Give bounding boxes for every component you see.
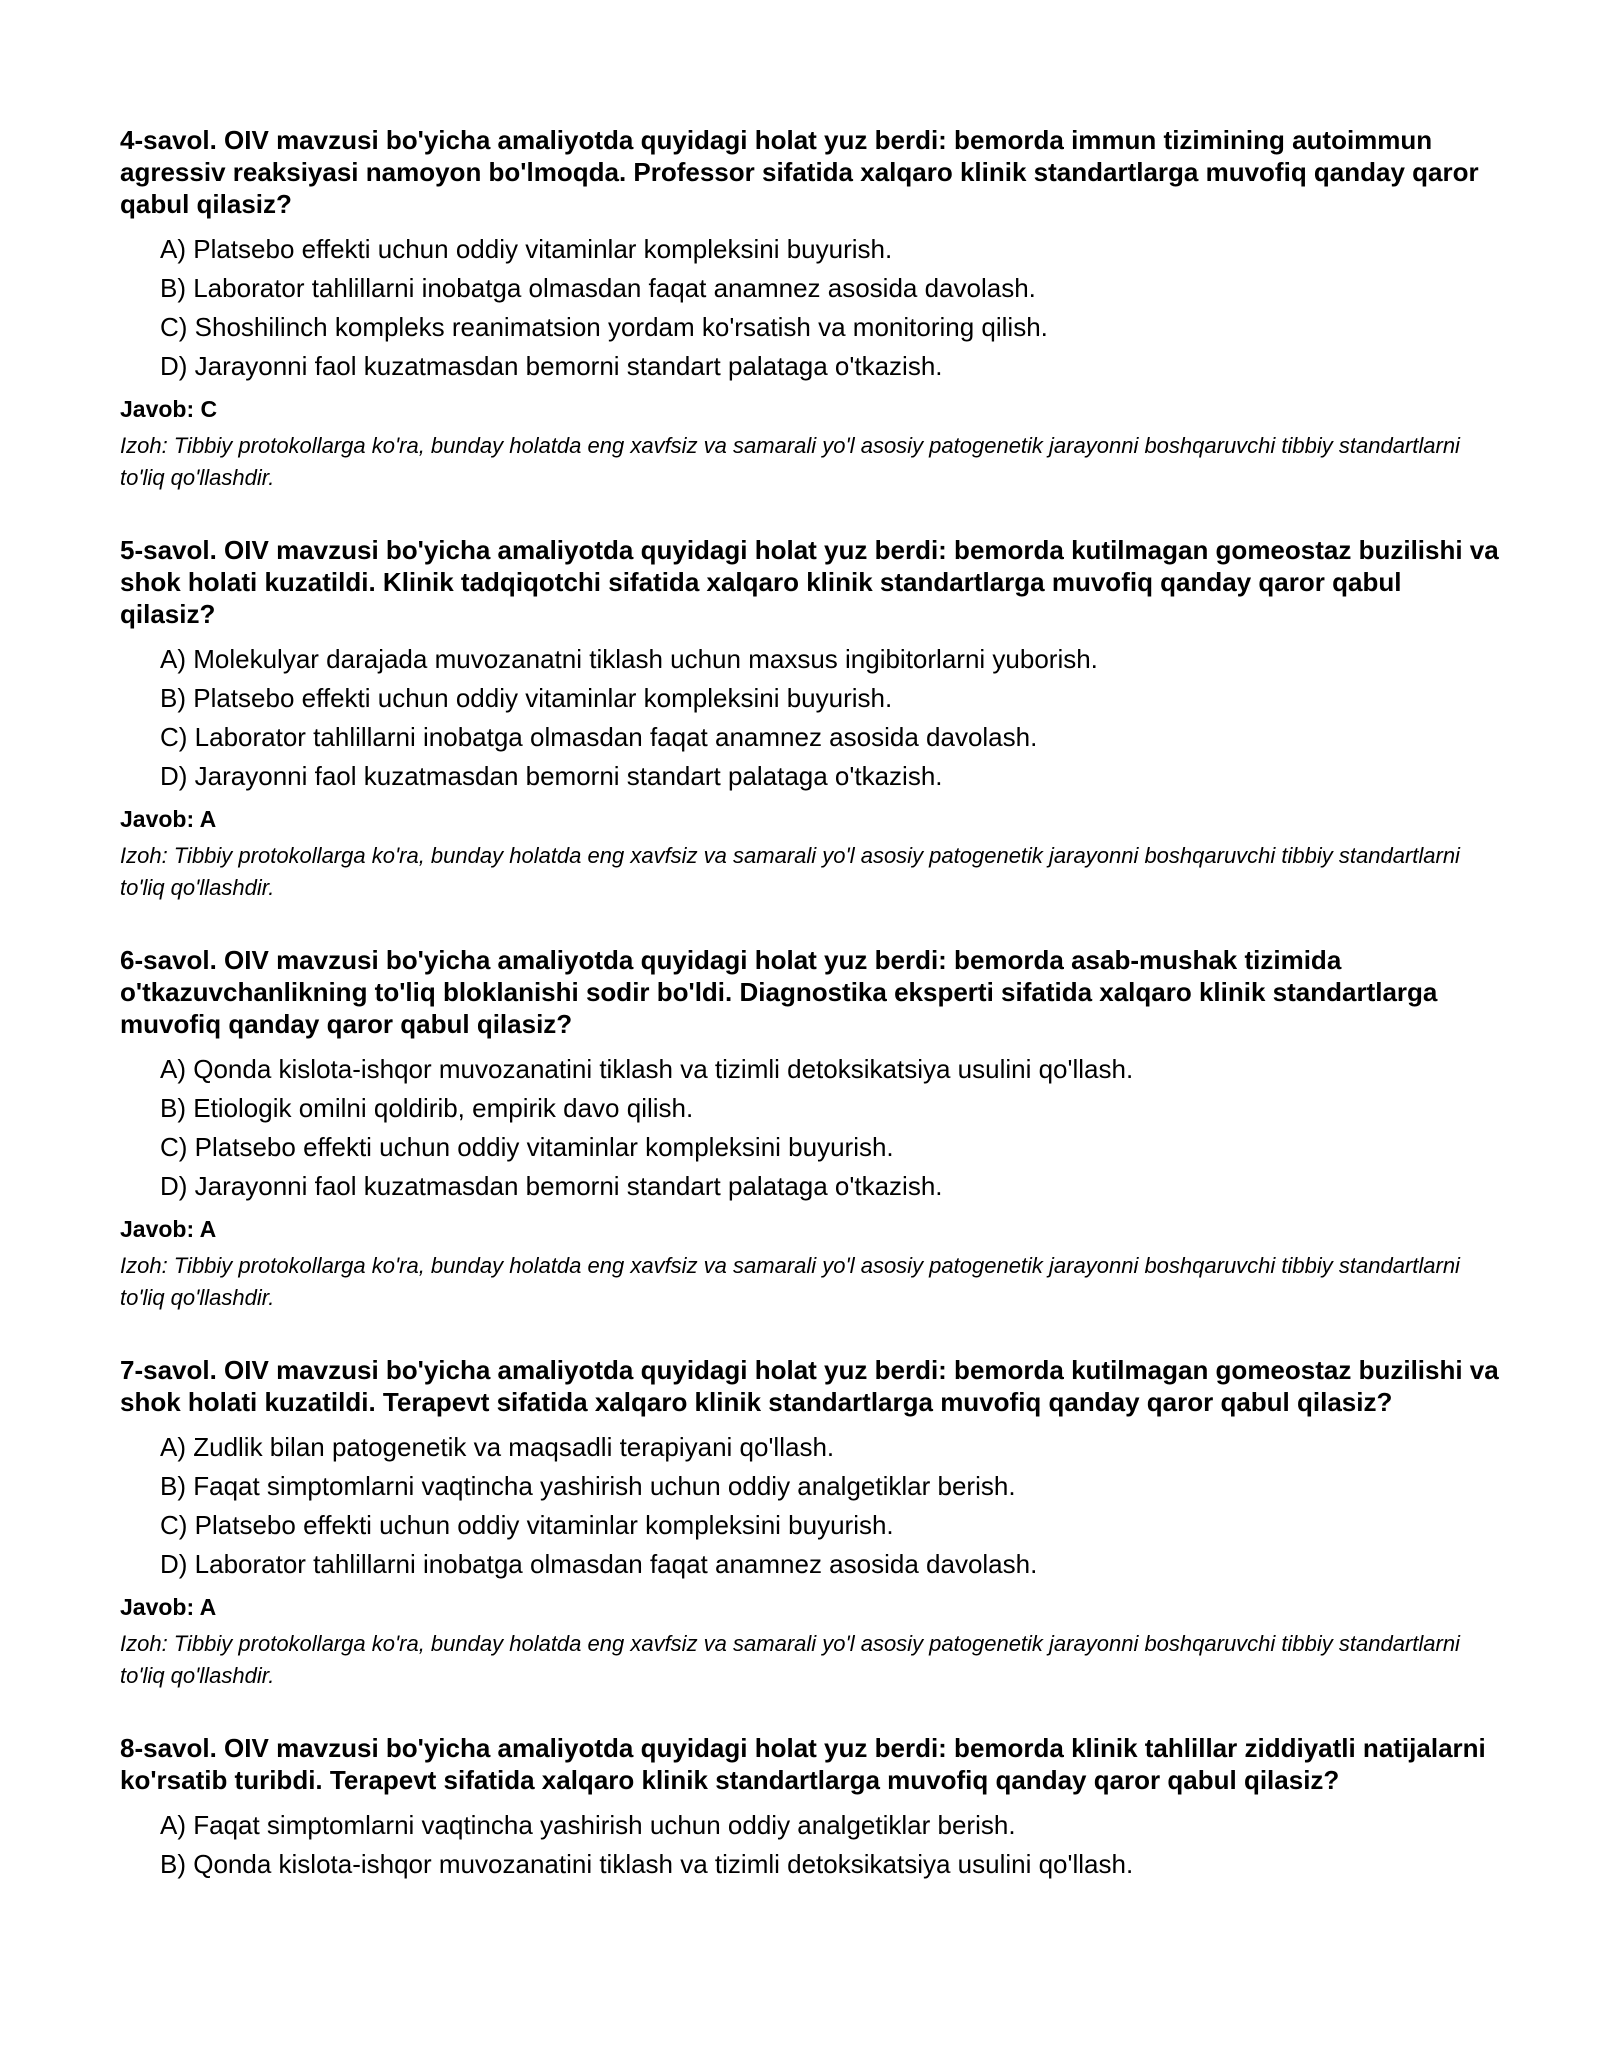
option-d: D) Jarayonni faol kuzatmasdan bemorni standart palataga o'tkazish. [160, 761, 943, 791]
question-title: 5-savol. OIV mavzusi bo'yicha amaliyotda quyidagi holat yuz berdi: bemorda kutilmagan gomeostaz buzilishi va shok holati kuzatildi. Klinik tadqiqotchi sifatida xalqaro klinik standartlarga muvofiq qanday qaror qabul qilasiz? [120, 535, 1499, 629]
option-d: D) Jarayonni faol kuzatmasdan bemorni standart palataga o'tkazish. [160, 1171, 943, 1201]
option-b: B) Faqat simptomlarni vaqtincha yashirish uchun oddiy analgetiklar berish. [160, 1471, 1016, 1501]
explanation: Izoh: Tibbiy protokollarga ko'ra, bunday holatda eng xavfsiz va samarali yo'l asosiy patogenetik jarayonni boshqaruvchi tibbiy standartlarni to'liq qo'llashdir. [120, 1631, 1460, 1688]
option-a: A) Qonda kislota-ishqor muvozanatini tiklash va tizimli detoksikatsiya usulini qo'llash. [160, 1054, 1134, 1084]
option-c: C) Shoshilinch kompleks reanimatsion yordam ko'rsatish va monitoring qilish. [160, 312, 1048, 342]
answer: Javob: A [120, 806, 217, 832]
option-b: B) Laborator tahlillarni inobatga olmasdan faqat anamnez asosida davolash. [160, 273, 1036, 303]
question-7 [120, 1354, 1500, 1692]
option-a: A) Faqat simptomlarni vaqtincha yashirish uchun oddiy analgetiklar berish. [160, 1810, 1016, 1840]
question-5 [120, 534, 1500, 904]
option-d: D) Jarayonni faol kuzatmasdan bemorni standart palataga o'tkazish. [160, 351, 943, 381]
explanation: Izoh: Tibbiy protokollarga ko'ra, bunday holatda eng xavfsiz va samarali yo'l asosiy patogenetik jarayonni boshqaruvchi tibbiy standartlarni to'liq qo'llashdir. [120, 843, 1460, 900]
option-c: C) Platsebo effekti uchun oddiy vitaminlar kompleksini buyurish. [160, 1510, 894, 1540]
question-title: 8-savol. OIV mavzusi bo'yicha amaliyotda quyidagi holat yuz berdi: bemorda klinik tahlillar ziddiyatli natijalarni ko'rsatib turibdi. Terapevt sifatida xalqaro klinik standartlarga muvofiq qanday qaror qabul qilasiz? [120, 1733, 1486, 1795]
question-title: 7-savol. OIV mavzusi bo'yicha amaliyotda quyidagi holat yuz berdi: bemorda kutilmagan gomeostaz buzilishi va shok holati kuzatildi. Terapevt sifatida xalqaro klinik standartlarga muvofiq qanday qaror qabul qilasiz? [120, 1355, 1499, 1417]
question-4 [120, 124, 1500, 494]
answer: Javob: C [120, 396, 218, 422]
option-a: A) Zudlik bilan patogenetik va maqsadli terapiyani qo'llash. [160, 1432, 835, 1462]
answer: Javob: A [120, 1594, 217, 1620]
options-list [120, 1810, 1500, 1879]
options-list [120, 234, 1500, 381]
option-d: D) Laborator tahlillarni inobatga olmasdan faqat anamnez asosida davolash. [160, 1549, 1038, 1579]
options-list [120, 1054, 1500, 1201]
options-list [120, 644, 1500, 791]
question-6 [120, 944, 1500, 1314]
question-title: 6-savol. OIV mavzusi bo'yicha amaliyotda quyidagi holat yuz berdi: bemorda asab-mushak tizimida o'tkazuvchanlikning to'liq bloklanishi sodir bo'ldi. Diagnostika eksperti sifatida xalqaro klinik standartlarga muvofiq qanday qaror qabul qilasiz? [120, 945, 1438, 1039]
option-c: C) Platsebo effekti uchun oddiy vitaminlar kompleksini buyurish. [160, 1132, 894, 1162]
option-a: A) Molekulyar darajada muvozanatni tiklash uchun maxsus ingibitorlarni yuborish. [160, 644, 1098, 674]
option-b: B) Platsebo effekti uchun oddiy vitaminlar kompleksini buyurish. [160, 683, 893, 713]
option-b: B) Etiologik omilni qoldirib, empirik davo qilish. [160, 1093, 694, 1123]
question-title: 4-savol. OIV mavzusi bo'yicha amaliyotda quyidagi holat yuz berdi: bemorda immun tizimining autoimmun agressiv reaksiyasi namoyon bo'lmoqda. Professor sifatida xalqaro klinik standartlarga muvofiq qanday qaror qabul qilasiz? [120, 125, 1479, 219]
explanation: Izoh: Tibbiy protokollarga ko'ra, bunday holatda eng xavfsiz va samarali yo'l asosiy patogenetik jarayonni boshqaruvchi tibbiy standartlarni to'liq qo'llashdir. [120, 433, 1460, 490]
options-list [120, 1432, 1500, 1579]
answer: Javob: A [120, 1216, 217, 1242]
question-8 [120, 1732, 1500, 1879]
document-page [120, 124, 1500, 1919]
explanation: Izoh: Tibbiy protokollarga ko'ra, bunday holatda eng xavfsiz va samarali yo'l asosiy patogenetik jarayonni boshqaruvchi tibbiy standartlarni to'liq qo'llashdir. [120, 1253, 1460, 1310]
option-b: B) Qonda kislota-ishqor muvozanatini tiklash va tizimli detoksikatsiya usulini qo'llash. [160, 1849, 1134, 1879]
option-a: A) Platsebo effekti uchun oddiy vitaminlar kompleksini buyurish. [160, 234, 893, 264]
option-c: C) Laborator tahlillarni inobatga olmasdan faqat anamnez asosida davolash. [160, 722, 1038, 752]
